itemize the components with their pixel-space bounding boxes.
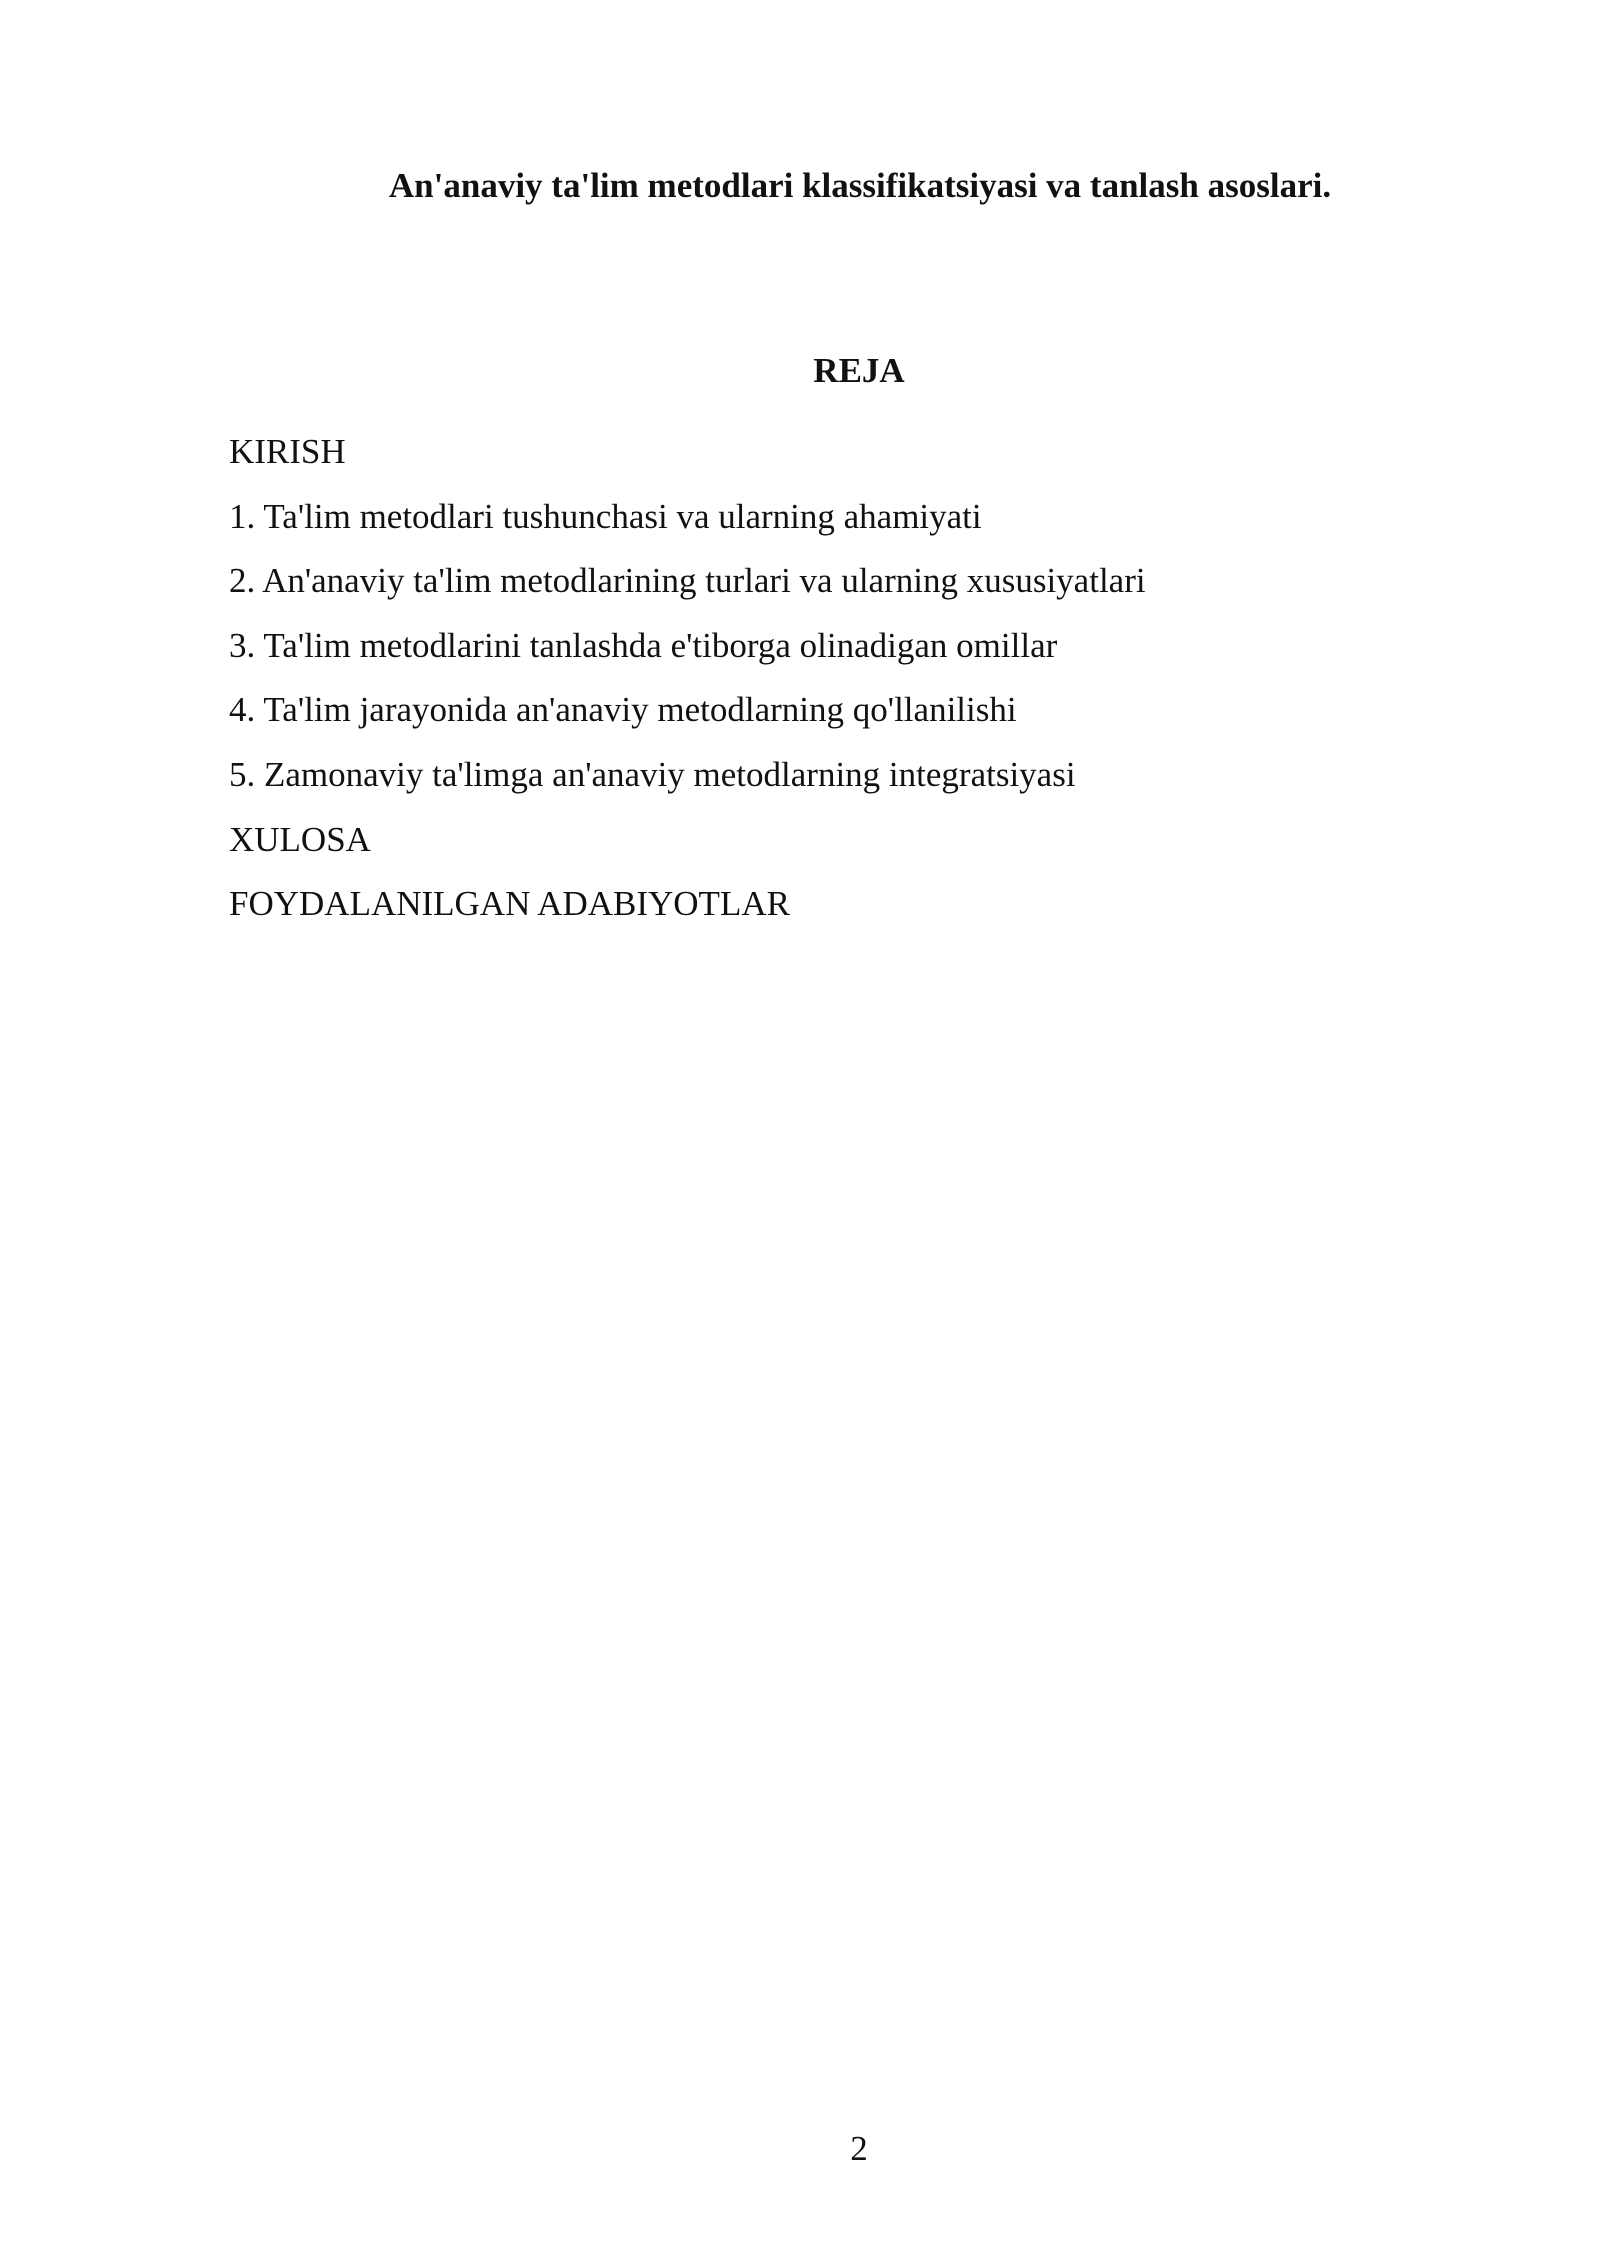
plan-item-references: FOYDALANILGAN ADABIYOTLAR xyxy=(229,884,790,924)
plan-item-3: 3. Ta'lim metodlarini tanlashda e'tiborga olinadigan omillar xyxy=(229,625,1058,665)
plan-item-1: 1. Ta'lim metodlari tushunchasi va ularning ahamiyati xyxy=(229,496,982,536)
page-number: 2 xyxy=(850,2129,868,2168)
plan-list xyxy=(229,420,1429,937)
plan-heading: REJA xyxy=(813,351,905,390)
plan-item-4: 4. Ta'lim jarayonida an'anaviy metodlarning qo'llanilishi xyxy=(229,690,1017,730)
document-title: An'anaviy ta'lim metodlari klassifikatsiyasi va tanlash asoslari. xyxy=(388,166,1332,205)
plan-item-2: 2. An'anaviy ta'lim metodlarining turlari va ularning xususiyatlari xyxy=(229,561,1146,601)
plan-item-conclusion: XULOSA xyxy=(229,819,371,859)
plan-item-5: 5. Zamonaviy ta'limga an'anaviy metodlarning integratsiyasi xyxy=(229,754,1076,794)
plan-item-introduction: KIRISH xyxy=(229,432,346,471)
